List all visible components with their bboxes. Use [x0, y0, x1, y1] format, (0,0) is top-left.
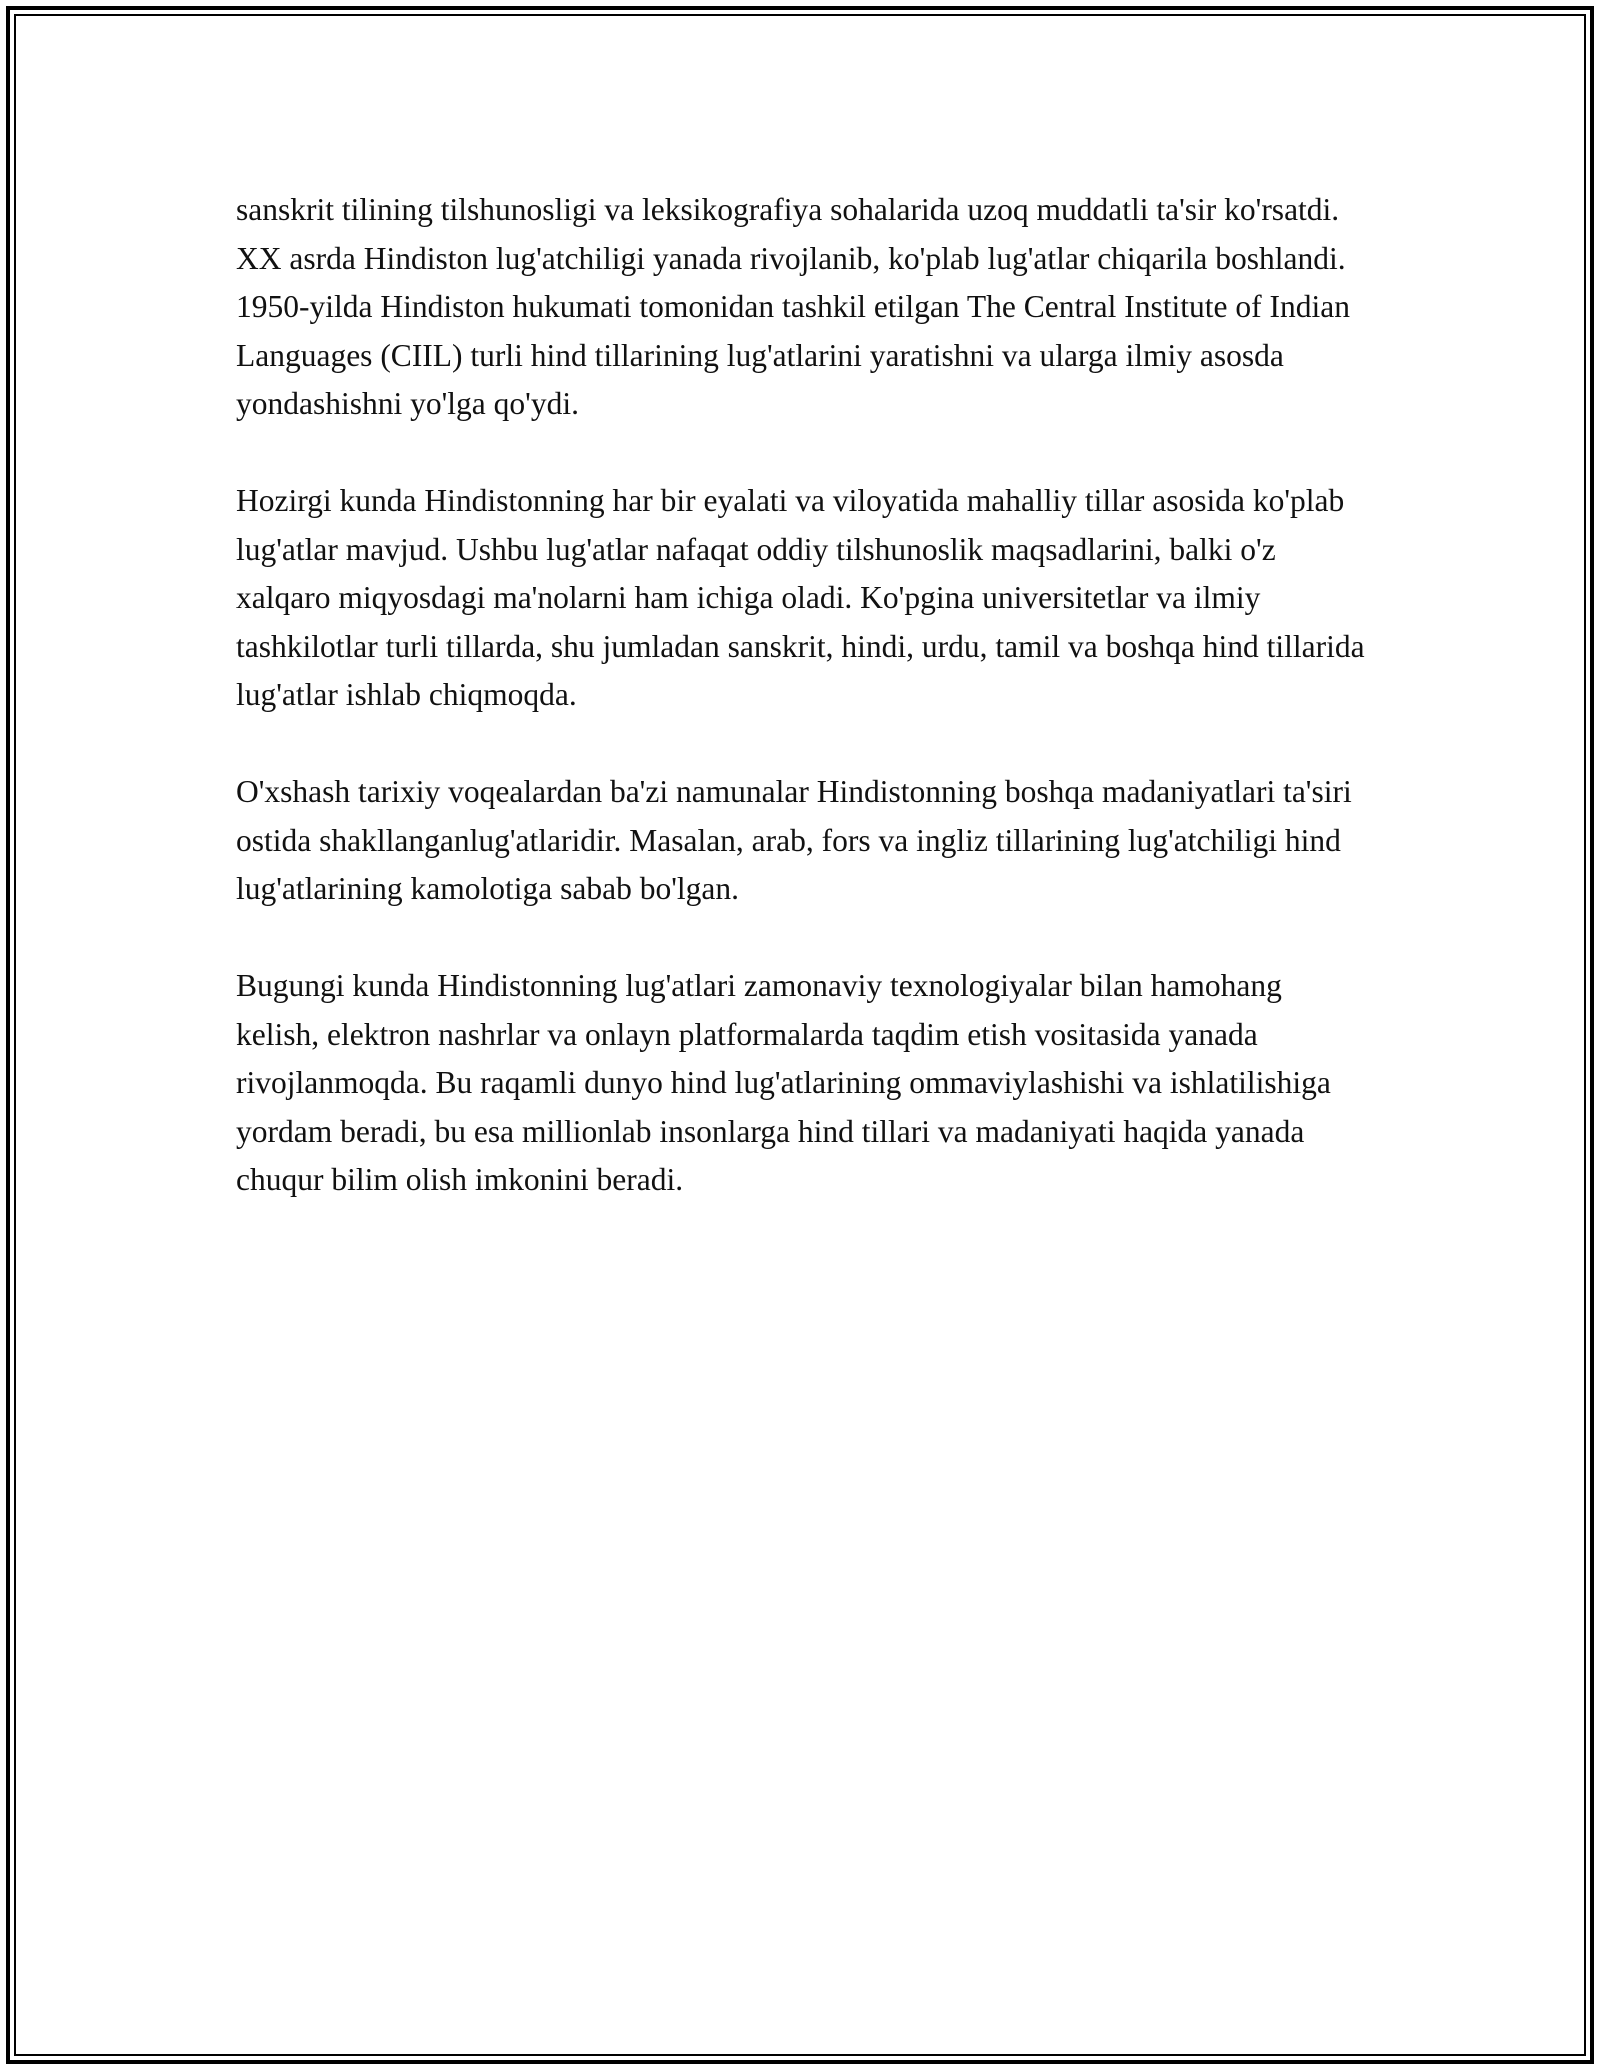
paragraph-1: sanskrit tilining tilshunosligi va leksikografiya sohalarida uzoq muddatli ta'sir ko'rsatdi. XX asrda Hindiston lug'atchiligi yanada rivojlanib, ko'plab lug'atlar chiqarila boshlandi. 1950-yilda Hindiston hukumati tomonidan tashkil etilgan The Central Institute of Indian Languages (CIIL) turli hind tillarining lug'atlarini yaratishni va ularga ilmiy asosda yondashishni yo'lga qo'ydi.: [236, 192, 1350, 421]
document-body: [236, 186, 1366, 1253]
paragraph-3: O'xshash tarixiy voqealardan ba'zi namunalar Hindistonning boshqa madaniyatlari ta'siri ostida shakllanganlug'atlaridir. Masalan, arab, fors va ingliz tillarining lug'atchiligi hind lug'atlarining kamolotiga sabab bo'lgan.: [236, 774, 1352, 906]
paragraph-4: Bugungi kunda Hindistonning lug'atlari zamonaviy texnologiyalar bilan hamohang kelish, elektron nashrlar va onlayn platformalarda taqdim etish vositasida yanada rivojlanmoqda. Bu raqamli dunyo hind lug'atlarining ommaviylashishi va ishlatilishiga yordam beradi, bu esa millionlab insonlarga hind tillari va madaniyati haqida yanada chuqur bilim olish imkonini beradi.: [236, 968, 1331, 1197]
paragraph-2: Hozirgi kunda Hindistonning har bir eyalati va viloyatida mahalliy tillar asosida ko'plab lug'atlar mavjud. Ushbu lug'atlar nafaqat oddiy tilshunoslik maqsadlarini, balki o'z xalqaro miqyosdagi ma'nolarni ham ichiga oladi. Ko'pgina universitetlar va ilmiy tashkilotlar turli tillarda, shu jumladan sanskrit, hindi, urdu, tamil va boshqa hind tillarida lug'atlar ishlab chiqmoqda.: [236, 483, 1365, 712]
